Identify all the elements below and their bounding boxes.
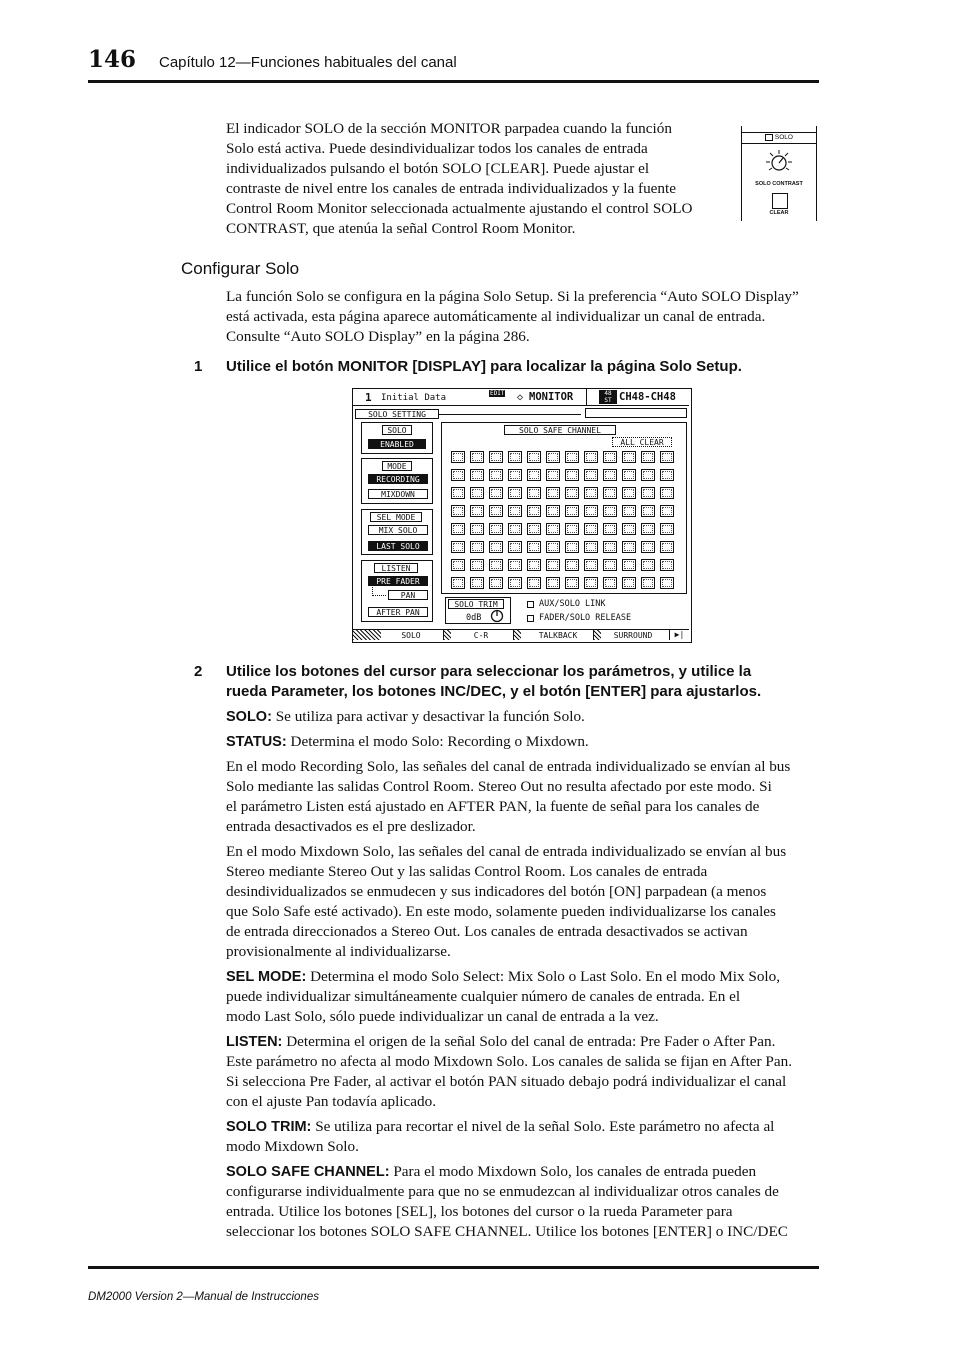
solo-safe-channel-button[interactable] xyxy=(527,487,541,499)
solo-safe-channel-button[interactable] xyxy=(660,487,674,499)
listen-group-label: LISTEN xyxy=(374,563,418,573)
solo-safe-channel-button[interactable] xyxy=(527,451,541,463)
text-line xyxy=(226,1222,818,1242)
definition-text: puede individualizar simultáneamente cualquier número de canales de entrada. En el xyxy=(226,988,741,1005)
solo-safe-channel-button[interactable] xyxy=(508,505,522,517)
solo-safe-channel-button[interactable] xyxy=(546,487,560,499)
solo-indicator-label: SOLO xyxy=(774,134,793,141)
solo-safe-channel-button[interactable] xyxy=(508,559,522,571)
step-1-number: 1 xyxy=(194,358,203,375)
solo-contrast-knob-icon[interactable] xyxy=(764,148,794,178)
solo-safe-channel-button[interactable] xyxy=(489,451,503,463)
solo-safe-channel-button[interactable] xyxy=(527,559,541,571)
solo-safe-channel-button[interactable] xyxy=(527,523,541,535)
solo-panel-illustration xyxy=(741,126,817,221)
header-rule xyxy=(88,80,819,83)
solo-safe-channel-button[interactable] xyxy=(508,523,522,535)
solo-safe-channel-button[interactable] xyxy=(527,505,541,517)
solo-safe-channel-button[interactable] xyxy=(622,577,636,589)
solo-safe-channel-button[interactable] xyxy=(489,559,503,571)
solo-safe-channel-button[interactable] xyxy=(451,577,465,589)
definition-text: seleccionar los botones SOLO SAFE CHANNEL. Utilice los botones [ENTER] o INC/DEC xyxy=(226,1223,788,1240)
definition-text: desindividualizados se enmudecen y sus indicadores del botón [ON] parpadean (a menos xyxy=(226,883,767,900)
definition-text: entrada desactivados es el pre deslizador. xyxy=(226,818,476,835)
solo-safe-channel-button[interactable] xyxy=(470,469,484,481)
solo-safe-channel-title: SOLO SAFE CHANNEL xyxy=(504,425,616,435)
text-line: está activada, esta página aparece automáticamente al individualizar un canal de entrada. xyxy=(226,308,766,325)
footer-text: DM2000 Version 2—Manual de Instrucciones xyxy=(88,1291,319,1303)
all-clear-button[interactable]: ALL CLEAR xyxy=(612,437,672,447)
pan-connector xyxy=(372,587,386,596)
text-line xyxy=(226,842,818,862)
module-name: MONITOR xyxy=(529,391,574,403)
footer-rule xyxy=(88,1266,819,1269)
step-1-text: Utilice el botón MONITOR [DISPLAY] para localizar la página Solo Setup. xyxy=(226,358,742,375)
solo-safe-channel-button[interactable] xyxy=(660,577,674,589)
fader-solo-release-checkbox[interactable] xyxy=(527,615,534,622)
definition-item xyxy=(226,1032,818,1112)
listen-pan-button[interactable]: PAN xyxy=(388,590,428,600)
definition-term: SOLO: xyxy=(226,709,272,725)
text-line: individualizados pulsando el botón SOLO [CLEAR]. Puede ajustar el xyxy=(226,160,650,177)
solo-safe-channel-button[interactable] xyxy=(546,559,560,571)
solo-safe-channel-button[interactable] xyxy=(622,505,636,517)
aux-solo-link-checkbox[interactable] xyxy=(527,601,534,608)
solo-enabled-button[interactable]: ENABLED xyxy=(368,439,426,449)
definition-text: Este parámetro no afecta al modo Mixdown Solo. Los canales de salida se fijan en After Pan. xyxy=(226,1053,792,1070)
sel-mode-group xyxy=(361,509,433,555)
text-line xyxy=(226,797,818,817)
solo-safe-channel-button[interactable] xyxy=(489,469,503,481)
definition-text: Determina el origen de la señal Solo del canal de entrada: Pre Fader o After Pan. xyxy=(286,1033,776,1050)
solo-safe-channel-button[interactable] xyxy=(565,559,579,571)
solo-safe-channel-button[interactable] xyxy=(565,487,579,499)
mode-mixdown-button[interactable]: MIXDOWN xyxy=(368,489,428,499)
solo-safe-channel-button[interactable] xyxy=(565,577,579,589)
solo-safe-channel-button[interactable] xyxy=(622,523,636,535)
solo-safe-channel-button[interactable] xyxy=(470,451,484,463)
tab-solo[interactable]: SOLO xyxy=(401,631,421,640)
definition-text: de entrada direccionados a Stereo Out. Los canales de entrada desactivados se activan xyxy=(226,923,748,940)
definition-text: Stereo mediante Stereo Out y las salidas Control Room. Los canales de entrada xyxy=(226,863,708,880)
text-line xyxy=(226,862,818,882)
solo-safe-channel-button[interactable] xyxy=(546,577,560,589)
text-line xyxy=(226,967,818,987)
solo-safe-channel-button[interactable] xyxy=(451,559,465,571)
solo-safe-channel-button[interactable] xyxy=(584,523,598,535)
text-line xyxy=(226,922,818,942)
solo-trim-value: 0dB xyxy=(466,613,482,623)
tab-sep-1 xyxy=(443,630,451,640)
solo-safe-channel-button[interactable] xyxy=(603,577,617,589)
definition-term: SOLO TRIM: xyxy=(226,1119,312,1135)
solo-safe-channel-button[interactable] xyxy=(660,505,674,517)
sel-mode-mix-solo-button[interactable]: MIX SOLO xyxy=(368,525,428,535)
text-line xyxy=(226,1032,818,1052)
definition-text: Determina el modo Solo: Recording o Mixdown. xyxy=(290,733,589,750)
tab-talkback[interactable]: TALKBACK xyxy=(538,631,578,640)
solo-group-label: SOLO xyxy=(382,425,412,435)
solo-safe-channel-button[interactable] xyxy=(527,541,541,553)
tab-sep-2 xyxy=(513,630,521,640)
channel-name: CH48-CH48 xyxy=(619,391,676,403)
clear-button[interactable] xyxy=(772,193,788,209)
text-line xyxy=(226,1202,818,1222)
text-line xyxy=(226,942,818,962)
mode-group xyxy=(361,458,433,504)
text-line xyxy=(226,1092,818,1112)
text-line xyxy=(226,1052,818,1072)
definition-text: el parámetro Listen está ajustado en AFTER PAN, la fuente de señal para los canales de xyxy=(226,798,760,815)
section-paragraph xyxy=(226,287,818,347)
definition-term: LISTEN: xyxy=(226,1034,283,1050)
solo-safe-channel-button[interactable] xyxy=(584,577,598,589)
solo-safe-channel-button[interactable] xyxy=(470,541,484,553)
solo-safe-channel-button[interactable] xyxy=(622,487,636,499)
mode-recording-button[interactable]: RECORDING xyxy=(368,474,428,484)
text-line xyxy=(226,1007,818,1027)
aux-solo-link-label: AUX/SOLO LINK xyxy=(539,599,606,609)
solo-safe-channel-button[interactable] xyxy=(584,541,598,553)
definition-text: Se utiliza para activar y desactivar la función Solo. xyxy=(275,708,585,725)
definition-text: configurarse individualmente para que no se enmudezcan al individualizar otros canales de xyxy=(226,1183,779,1200)
solo-safe-channel-button[interactable] xyxy=(565,505,579,517)
definition-text: En el modo Recording Solo, las señales del canal de entrada individualizado se envían al bus xyxy=(226,758,791,775)
solo-trim-group xyxy=(445,597,511,624)
solo-indicator-icon xyxy=(765,134,773,141)
text-line xyxy=(226,1072,818,1092)
solo-safe-channel-button[interactable] xyxy=(660,523,674,535)
solo-safe-channel-button[interactable] xyxy=(470,487,484,499)
lcd-title-bar xyxy=(353,389,689,406)
definition-text: con el ajuste Pan todavía aplicado. xyxy=(226,1093,437,1110)
solo-safe-channel-button[interactable] xyxy=(641,505,655,517)
definition-item xyxy=(226,757,818,837)
solo-safe-channel-button[interactable] xyxy=(603,559,617,571)
text-line: Consulte “Auto SOLO Display” en la página 286. xyxy=(226,328,530,345)
solo-safe-channel-grid xyxy=(442,423,686,593)
solo-setting-title: SOLO SETTING xyxy=(355,409,439,419)
text-line xyxy=(226,1182,818,1202)
text-line: El indicador SOLO de la sección MONITOR parpadea cuando la función xyxy=(226,120,672,137)
fader-solo-release-label: FADER/SOLO RELEASE xyxy=(539,613,632,623)
definition-term: STATUS: xyxy=(226,734,287,750)
solo-safe-channel-button[interactable] xyxy=(622,451,636,463)
solo-safe-channel-button[interactable] xyxy=(565,523,579,535)
solo-safe-channel-button[interactable] xyxy=(603,451,617,463)
solo-safe-channel-button[interactable] xyxy=(451,469,465,481)
solo-safe-channel-button[interactable] xyxy=(489,505,503,517)
text-line xyxy=(226,1137,818,1157)
layer-top: 48 xyxy=(604,390,612,397)
definition-text: modo Last Solo, sólo puede individualizar un canal de entrada a la vez. xyxy=(226,1008,659,1025)
definition-item xyxy=(226,1162,818,1242)
definition-text: modo Mixdown Solo. xyxy=(226,1138,359,1155)
layer-bottom: ST xyxy=(604,397,612,404)
solo-safe-channel-button[interactable] xyxy=(660,541,674,553)
tab-c-r[interactable]: C-R xyxy=(473,631,489,640)
step-2-number: 2 xyxy=(194,663,203,680)
definition-item xyxy=(226,732,818,752)
definition-text: provisionalmente al individualizarse. xyxy=(226,943,451,960)
definition-text: entrada. Utilice los botones [SEL], los botones del cursor o la rueda Parameter para xyxy=(226,1203,733,1220)
solo-safe-channel-button[interactable] xyxy=(489,523,503,535)
solo-safe-channel-area xyxy=(441,422,687,594)
solo-safe-channel-button[interactable] xyxy=(641,451,655,463)
definition-text: Si selecciona Pre Fader, al activar el botón PAN situado debajo podrá individualizar el canal xyxy=(226,1073,787,1090)
solo-safe-channel-button[interactable] xyxy=(546,505,560,517)
title-field xyxy=(585,408,687,418)
solo-safe-channel-button[interactable] xyxy=(660,469,674,481)
listen-pre-fader-button[interactable]: PRE FADER xyxy=(368,576,428,586)
definition-item xyxy=(226,707,818,727)
solo-trim-knob-icon[interactable] xyxy=(490,609,504,623)
solo-safe-channel-button[interactable] xyxy=(451,505,465,517)
scene-number: 1 xyxy=(365,391,372,404)
intro-paragraph xyxy=(226,119,736,239)
solo-safe-channel-button[interactable] xyxy=(603,487,617,499)
tab-sep-3 xyxy=(593,630,601,640)
solo-safe-channel-button[interactable] xyxy=(641,559,655,571)
solo-safe-channel-button[interactable] xyxy=(508,577,522,589)
solo-safe-channel-button[interactable] xyxy=(489,541,503,553)
solo-contrast-label: SOLO CONTRAST xyxy=(755,181,803,187)
solo-safe-channel-button[interactable] xyxy=(489,487,503,499)
solo-safe-channel-button[interactable] xyxy=(603,541,617,553)
text-line: La función Solo se configura en la página Solo Setup. Si la preferencia “Auto SOLO Display” xyxy=(226,288,799,305)
text-line: CONTRAST, que atenúa la señal Control Room Monitor. xyxy=(226,220,576,237)
solo-safe-channel-button[interactable] xyxy=(565,469,579,481)
solo-safe-channel-button[interactable] xyxy=(584,487,598,499)
solo-safe-channel-button[interactable] xyxy=(546,541,560,553)
solo-indicator-row xyxy=(742,132,816,144)
text-line xyxy=(226,882,818,902)
definition-term: SEL MODE: xyxy=(226,969,307,985)
text-line: Utilice los botones del cursor para seleccionar los parámetros, y utilice la xyxy=(226,663,752,680)
solo-safe-channel-button[interactable] xyxy=(470,559,484,571)
text-line xyxy=(226,732,818,752)
solo-safe-channel-button[interactable] xyxy=(489,577,503,589)
definition-text: Para el modo Mixdown Solo, los canales de entrada pueden xyxy=(393,1163,757,1180)
page-number: 146 xyxy=(88,46,137,73)
solo-safe-channel-button[interactable] xyxy=(546,451,560,463)
solo-safe-channel-button[interactable] xyxy=(527,469,541,481)
solo-safe-channel-button[interactable] xyxy=(451,451,465,463)
solo-safe-channel-button[interactable] xyxy=(508,451,522,463)
text-line xyxy=(226,987,818,1007)
solo-safe-channel-button[interactable] xyxy=(622,469,636,481)
solo-safe-channel-button[interactable] xyxy=(584,451,598,463)
solo-trim-label: SOLO TRIM xyxy=(448,599,504,609)
solo-safe-channel-button[interactable] xyxy=(603,523,617,535)
text-line: contraste de nivel entre los canales de entrada individualizados y la fuente xyxy=(226,180,676,197)
text-line: Control Room Monitor seleccionada actualmente ajustando el control SOLO xyxy=(226,200,693,217)
solo-safe-channel-button[interactable] xyxy=(584,469,598,481)
step-2-text xyxy=(226,662,826,702)
solo-safe-channel-button[interactable] xyxy=(584,505,598,517)
definition-text: Se utiliza para recortar el nivel de la señal Solo. Este parámetro no afecta al xyxy=(315,1118,775,1135)
listen-after-pan-button[interactable]: AFTER PAN xyxy=(368,607,428,617)
solo-safe-channel-button[interactable] xyxy=(451,523,465,535)
solo-safe-channel-button[interactable] xyxy=(641,577,655,589)
sel-mode-last-solo-button[interactable]: LAST SOLO xyxy=(368,541,428,551)
tab-hatch xyxy=(353,630,381,640)
solo-safe-channel-button[interactable] xyxy=(546,469,560,481)
edit-badge: EDIT xyxy=(490,390,505,397)
solo-safe-channel-button[interactable] xyxy=(546,523,560,535)
solo-setup-lcd xyxy=(352,388,692,643)
listen-group xyxy=(361,560,433,622)
solo-safe-channel-button[interactable] xyxy=(508,541,522,553)
definition-item xyxy=(226,1117,818,1157)
solo-safe-channel-button[interactable] xyxy=(641,541,655,553)
text-line xyxy=(226,817,818,837)
text-line xyxy=(226,1162,818,1182)
solo-safe-channel-button[interactable] xyxy=(451,541,465,553)
mode-group-label: MODE xyxy=(382,461,412,471)
definition-item xyxy=(226,967,818,1027)
tab-surround[interactable]: SURROUND xyxy=(613,631,653,640)
solo-safe-channel-button[interactable] xyxy=(603,505,617,517)
definition-text: que Solo Safe esté activado). En este modo, solamente pueden individualizarse los canales xyxy=(226,903,776,920)
solo-safe-channel-button[interactable] xyxy=(470,523,484,535)
tab-next-arrow-icon[interactable]: ▶| xyxy=(669,630,689,640)
solo-safe-channel-button[interactable] xyxy=(508,469,522,481)
text-line: rueda Parameter, los botones INC/DEC, y el botón [ENTER] para ajustarlos. xyxy=(226,683,762,700)
scene-name: Initial Data xyxy=(381,393,447,403)
definition-text: Solo mediante las salidas Control Room. Stereo Out no resulta afectado por este modo. Si xyxy=(226,778,772,795)
definition-item xyxy=(226,842,818,962)
solo-safe-channel-button[interactable] xyxy=(451,487,465,499)
sel-mode-group-label: SEL MODE xyxy=(370,512,422,522)
solo-safe-channel-button[interactable] xyxy=(641,487,655,499)
solo-group xyxy=(361,422,433,454)
text-line xyxy=(226,707,818,727)
module-diamond-icon: ◇ xyxy=(517,392,524,403)
clear-label: CLEAR xyxy=(769,210,789,216)
solo-safe-channel-button[interactable] xyxy=(565,451,579,463)
solo-safe-channel-button[interactable] xyxy=(622,541,636,553)
solo-safe-channel-button[interactable] xyxy=(565,541,579,553)
title-bar-divider xyxy=(586,389,587,406)
setting-title-line xyxy=(439,414,581,415)
definition-text: En el modo Mixdown Solo, las señales del canal de entrada individualizado se envían al bus xyxy=(226,843,787,860)
solo-safe-channel-button[interactable] xyxy=(660,559,674,571)
lcd-tab-bar xyxy=(353,629,689,640)
definition-term: SOLO SAFE CHANNEL: xyxy=(226,1164,390,1180)
text-line xyxy=(226,777,818,797)
definition-text: Determina el modo Solo Select: Mix Solo o Last Solo. En el modo Mix Solo, xyxy=(310,968,781,985)
solo-safe-channel-button[interactable] xyxy=(508,487,522,499)
solo-safe-channel-button[interactable] xyxy=(641,469,655,481)
solo-safe-channel-button[interactable] xyxy=(470,505,484,517)
solo-safe-channel-button[interactable] xyxy=(660,451,674,463)
solo-safe-channel-button[interactable] xyxy=(527,577,541,589)
text-line xyxy=(226,902,818,922)
solo-safe-channel-button[interactable] xyxy=(641,523,655,535)
text-line xyxy=(226,1117,818,1137)
text-line xyxy=(226,757,818,777)
chapter-title: Capítulo 12—Funciones habituales del canal xyxy=(159,54,457,71)
solo-safe-channel-button[interactable] xyxy=(622,559,636,571)
section-heading: Configurar Solo xyxy=(181,259,300,278)
text-line: Solo está activa. Puede desindividualizar todos los canales de entrada xyxy=(226,140,648,157)
layer-badge xyxy=(599,390,617,404)
solo-safe-channel-button[interactable] xyxy=(584,559,598,571)
solo-safe-channel-button[interactable] xyxy=(470,577,484,589)
solo-safe-channel-button[interactable] xyxy=(603,469,617,481)
